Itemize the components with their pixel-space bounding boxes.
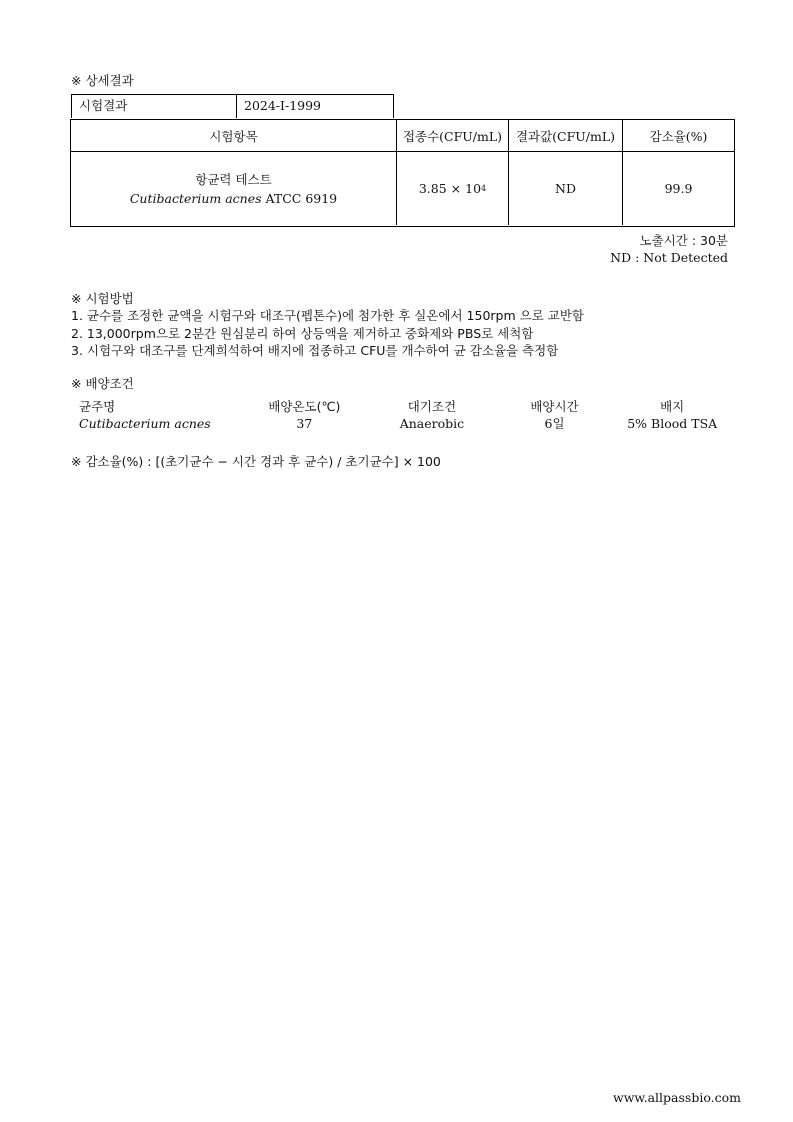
inoculum-cell [397, 152, 509, 225]
exposure-time-note: 노출시간 : 30분 [639, 233, 728, 248]
header-result-value: 결과값(CFU/mL) [509, 120, 623, 151]
culture-header-strain: 균주명 [79, 399, 116, 414]
result-value-cell: ND [509, 152, 623, 225]
header-reduction: 감소율(%) [649, 128, 708, 144]
header-inoculum: 접종수(CFU/mL) [397, 120, 509, 151]
test-organism-line [130, 189, 337, 208]
results-header-row [71, 120, 734, 152]
method-step: 3. 시험구와 대조구를 단계희석하여 배지에 접종하고 CFU를 개수하여 균 감소율을 측정함 [71, 343, 559, 358]
inoculum-base: 3.85 × 10 [418, 181, 482, 196]
result-label: 시험결과 [72, 95, 237, 118]
test-item-title: 항균력 테스트 [195, 171, 272, 187]
test-method-list [71, 307, 584, 360]
culture-duration: 6일 [544, 416, 565, 431]
culture-header-medium: 배지 [660, 399, 685, 414]
culture-header-temperature: 배양온도(℃) [268, 399, 341, 414]
method-step: 2. 13,000rpm으로 2분간 원심분리 하여 상등액을 제거하고 중화제와 PBS로 세척함 [71, 325, 534, 341]
culture-header-atmosphere: 대기조건 [407, 399, 457, 414]
nd-definition-note: ND : Not Detected [610, 250, 728, 265]
culture-strain: Cutibacterium acnes [79, 416, 211, 431]
result-id: 2024-I-1999 [244, 98, 322, 113]
footer-website[interactable]: www.allpassbio.com [613, 1090, 741, 1105]
organism-name: Cutibacterium acnes [129, 190, 262, 206]
culture-header-row [71, 398, 731, 415]
inoculum-exponent: 4 [481, 184, 487, 193]
test-item-cell [71, 152, 397, 225]
culture-conditions-heading: ※ 배양조건 [71, 376, 134, 391]
test-method-heading: ※ 시험방법 [71, 291, 134, 306]
culture-header-duration: 배양시간 [530, 399, 579, 414]
culture-temperature: 37 [296, 416, 313, 431]
detail-results-heading: ※ 상세결과 [71, 73, 134, 88]
strain-id: ATCC 6919 [265, 190, 338, 206]
results-table [70, 119, 735, 227]
results-data-row [71, 152, 734, 225]
reduction-cell: 99.9 [664, 181, 693, 196]
culture-data-row [71, 415, 731, 432]
culture-medium: 5% Blood TSA [627, 416, 718, 431]
method-step: 1. 균수를 조정한 균액을 시험구와 대조구(펩톤수)에 첨가한 후 실온에서 150rpm 으로 교반함 [71, 308, 584, 323]
result-id-table [71, 94, 394, 118]
culture-atmosphere: Anaerobic [399, 416, 465, 431]
header-test-item: 시험항목 [71, 120, 397, 151]
culture-conditions-table [71, 398, 731, 432]
reduction-formula: ※ 감소율(%) : [(초기균수 − 시간 경과 후 균수) / 초기균수] × 100 [71, 454, 441, 469]
